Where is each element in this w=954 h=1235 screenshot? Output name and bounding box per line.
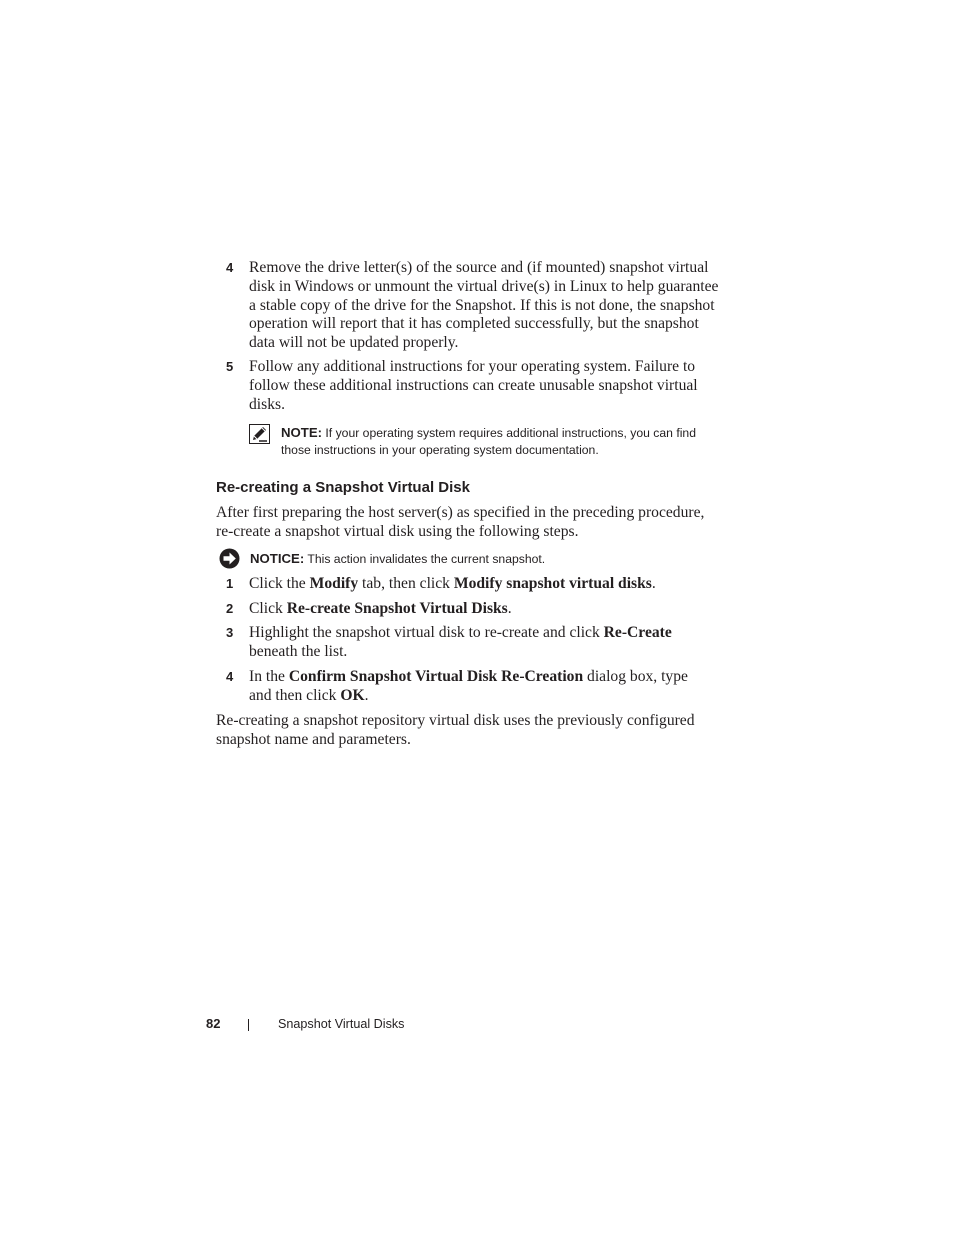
step-2-text — [249, 600, 719, 619]
ok-button-ref: OK — [340, 686, 365, 704]
note-body: If your operating system requires additional instructions, you can find those instructions in your operating system documentation. — [281, 426, 696, 457]
note-label: NOTE: — [281, 425, 323, 440]
step-2-part: Click — [249, 600, 287, 617]
step-4-number: 4 — [226, 260, 234, 275]
step-4b-number: 4 — [226, 669, 234, 684]
step-3-part: Highlight the snapshot virtual disk to re-create and click — [249, 624, 604, 641]
step-1-part: . — [651, 575, 656, 592]
step-4b-part: dialog box, type and then click — [249, 668, 688, 704]
section-heading: Re-creating a Snapshot Virtual Disk — [216, 479, 470, 496]
note-text — [281, 424, 721, 459]
notice-label: NOTICE: — [250, 551, 305, 566]
step-5-number: 5 — [226, 359, 234, 374]
step-3-part: beneath the list. — [249, 642, 348, 660]
modify-tab-ref: Modify — [309, 575, 359, 592]
step-1-part: tab, then click — [358, 575, 454, 592]
arrow-circle-icon — [219, 548, 240, 569]
step-3-number: 3 — [226, 625, 234, 640]
step-3-text — [249, 624, 681, 662]
step-5-text: Follow any additional instructions for your operating system. Failure to follow these additional instructions can create unusable snapshot virtual disks. — [249, 358, 698, 413]
confirm-dialog-ref: Confirm Snapshot Virtual Disk Re-Creation — [288, 668, 584, 685]
step-1-part: Click the — [249, 575, 310, 592]
footer-chapter-title: Snapshot Virtual Disks — [278, 1017, 405, 1031]
closing-paragraph: Re-creating a snapshot repository virtual disk uses the previously configured snapshot name and parameters. — [216, 712, 695, 748]
recreate-snapshot-ref: Re-create Snapshot Virtual Disks — [286, 600, 508, 617]
step-4-text: Remove the drive letter(s) of the source and (if mounted) snapshot virtual disk in Windows or unmount the virtual drive(s) in Linux to help guarantee a stable copy of the drive for the Snapshot. If this is not done, the snapshot operation will report that it has completed successfully, but the snapshot data will not be updated properly. — [249, 259, 719, 352]
step-4b-part: In the — [249, 668, 289, 685]
step-1-number: 1 — [226, 576, 234, 591]
step-2-part: . — [507, 600, 512, 617]
pencil-note-icon — [249, 424, 270, 444]
step-4b-text — [249, 668, 697, 706]
step-4b-part: . — [364, 686, 369, 704]
modify-snapshot-ref: Modify snapshot virtual disks — [453, 575, 652, 592]
notice-text — [250, 550, 720, 568]
step-2-number: 2 — [226, 601, 234, 616]
footer-divider — [248, 1019, 249, 1031]
notice-body: This action invalidates the current snapshot. — [304, 552, 546, 566]
section-intro: After first preparing the host server(s) as specified in the preceding procedure, re-create a snapshot virtual disk using the following steps. — [216, 504, 705, 540]
recreate-button-ref: Re-Create — [603, 624, 672, 641]
step-1-text — [249, 575, 719, 594]
page-number: 82 — [206, 1016, 221, 1031]
